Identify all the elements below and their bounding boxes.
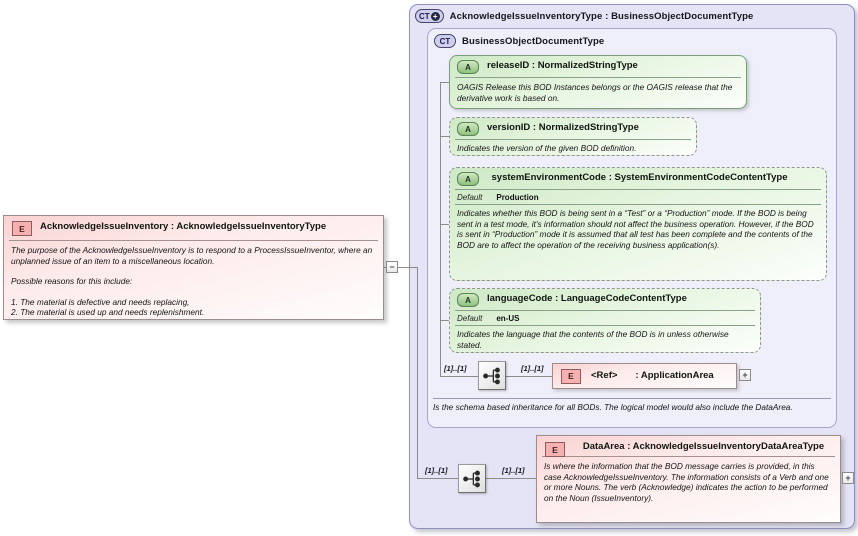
- root-element-title: AcknowledgeIssueInventory : AcknowledgeIssueInventoryType: [40, 221, 327, 232]
- attribute-description: Indicates the version of the given BOD definition.: [457, 143, 637, 153]
- attribute-header: [450, 168, 826, 188]
- attribute-icon: A: [457, 172, 479, 186]
- default-value: en-US: [496, 314, 520, 323]
- attribute-releaseID[interactable]: [449, 55, 747, 109]
- default-row: [450, 191, 826, 203]
- cardinality-label: [1]..[1]: [444, 364, 467, 373]
- connector-line: [506, 376, 552, 377]
- separator: [542, 456, 835, 457]
- attribute-icon: A: [457, 293, 479, 307]
- ref-element-type: : ApplicationArea: [635, 370, 714, 381]
- description-paragraph: The purpose of the AcknowledgeIssueInventory is to respond to a ProcessIssueInventor, where an unplanned issue of an item to a miscellaneous location.: [11, 245, 373, 266]
- plus-circle-icon: +: [431, 12, 440, 21]
- sequence-glyph: [482, 366, 502, 386]
- base-type-title: BusinessObjectDocumentType: [462, 35, 605, 47]
- base-type-header: [428, 29, 836, 53]
- ct-label: CT: [419, 11, 430, 21]
- root-element-header: [4, 216, 383, 239]
- element-icon: E: [12, 221, 32, 236]
- attribute-icon: A: [457, 60, 479, 74]
- separator: [455, 139, 691, 140]
- ref-element-applicationarea[interactable]: [552, 363, 737, 389]
- attribute-icon: A: [457, 122, 479, 136]
- attribute-languageCode[interactable]: [449, 288, 761, 353]
- default-label: Default: [457, 314, 483, 323]
- attribute-header: [450, 56, 746, 76]
- description-paragraph: 1. The material is defective and needs replacing,: [11, 296, 190, 307]
- ct-label: CT: [439, 36, 451, 46]
- element-icon: E: [561, 369, 581, 384]
- element-icon: E: [545, 442, 565, 457]
- root-element-description: [4, 242, 383, 322]
- complex-type-title: AcknowledgeIssueInventoryType : BusinessObjectDocumentType: [449, 10, 754, 22]
- separator: [455, 325, 755, 326]
- separator: [455, 310, 755, 311]
- cardinality-label: [1]..[1]: [502, 466, 525, 475]
- default-row: [450, 312, 760, 324]
- attribute-title: releaseID : NormalizedStringType: [487, 60, 638, 71]
- connector-line: [440, 320, 449, 321]
- complex-type-icon: [415, 9, 444, 23]
- collapse-toggle[interactable]: −: [386, 261, 398, 273]
- sequence-icon[interactable]: [478, 361, 506, 390]
- attribute-versionID[interactable]: [449, 117, 697, 156]
- connector-line: [440, 136, 449, 137]
- connector-line: [440, 376, 478, 377]
- expand-toggle[interactable]: +: [739, 369, 751, 381]
- dataarea-description: Is where the information that the BOD message carries is provided, in this case AcknowledgeIssueInventory. The information consists of a Verb and one or more Nouns. The verb (Acknowledge) indicates the action to be performed on the Noun (IssueInventory).: [544, 461, 829, 503]
- complex-type-header: [410, 5, 854, 27]
- separator: [455, 77, 741, 78]
- connector-line: [440, 82, 441, 377]
- connector-line: [440, 224, 449, 225]
- default-value: Production: [496, 193, 539, 202]
- dataarea-title: DataArea : AcknowledgeIssueInventoryDataAreaType: [582, 441, 825, 452]
- attribute-description: Indicates the language that the contents of the BOD is in unless otherwise stated.: [457, 329, 729, 350]
- separator: [433, 398, 831, 399]
- connector-line: [417, 478, 458, 479]
- base-type-icon: [434, 34, 456, 48]
- connector-line: [440, 82, 449, 83]
- attribute-description: OAGIS Release this BOD Instances belongs or the OAGIS release that the derivative work is based on.: [457, 82, 733, 103]
- dataarea-header: [537, 436, 840, 455]
- attribute-title: systemEnvironmentCode : SystemEnvironmentCodeContentType: [491, 172, 788, 183]
- attribute-title: languageCode : LanguageCodeContentType: [487, 293, 687, 304]
- separator: [455, 204, 821, 205]
- base-type-note: Is the schema based inheritance for all BODs. The logical model would also include the DataArea.: [433, 402, 793, 412]
- root-element-box[interactable]: [3, 215, 384, 320]
- connector-line: [486, 478, 536, 479]
- attribute-description: Indicates whether this BOD is being sent in a “Test” or a “Production” mode. If the BOD is being sent in a test mode, it's information should not affect the business operation. However, if the BOD is sent in “Production” mode it is assumed that all test has been complete and the contents of the BOD are to affect the operation of the receiving business application(s).: [457, 208, 814, 250]
- ref-element-name: <Ref>: [591, 370, 618, 381]
- attribute-header: [450, 118, 696, 138]
- connector-line: [417, 267, 418, 479]
- expand-toggle[interactable]: +: [842, 472, 854, 484]
- description-paragraph: 2. The material is used up and needs replenishment.: [11, 307, 205, 317]
- default-label: Default: [457, 193, 483, 202]
- attribute-title: versionID : NormalizedStringType: [487, 122, 639, 133]
- sequence-icon[interactable]: [458, 464, 486, 493]
- separator: [9, 240, 378, 241]
- separator: [455, 189, 821, 190]
- attribute-header: [450, 289, 760, 309]
- attribute-systemEnvironmentCode[interactable]: [449, 167, 827, 281]
- cardinality-label: [1]..[1]: [425, 466, 448, 475]
- description-paragraph: Possible reasons for this include:: [11, 276, 133, 286]
- sequence-glyph: [462, 469, 482, 489]
- cardinality-label: [1]..[1]: [521, 364, 544, 373]
- dataarea-element-box[interactable]: [536, 435, 841, 523]
